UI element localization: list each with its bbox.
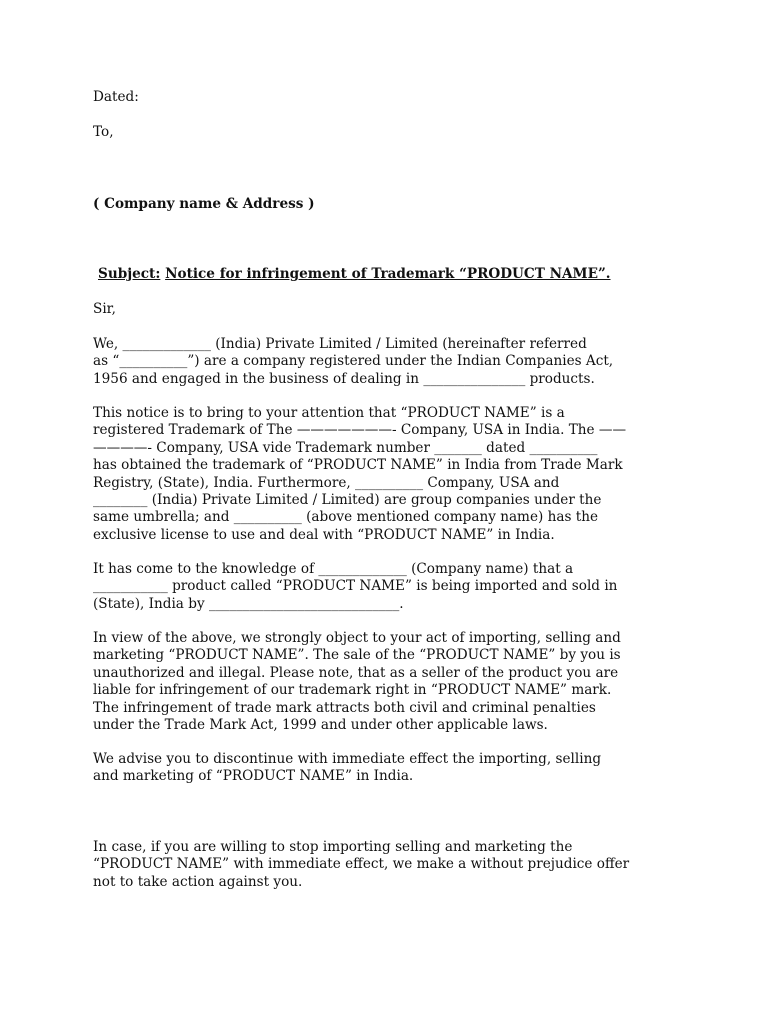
paragraph-line: We, _____________ (India) Private Limited / Limited (hereinafter referred xyxy=(93,336,587,352)
company-address-placeholder: ( Company name & Address ) xyxy=(93,196,315,212)
paragraph-line: unauthorized and illegal. Please note, that as a seller of the product you are xyxy=(93,664,619,681)
paragraph-line: marketing “PRODUCT NAME”. The sale of the “PRODUCT NAME” by you is xyxy=(93,647,621,664)
paragraph-line: 1956 and engaged in the business of dealing in _______________ products. xyxy=(93,370,595,387)
paragraph-line: The infringement of trade mark attracts both civil and criminal penalties xyxy=(93,699,596,716)
paragraph-line: as “__________”) are a company registered under the Indian Companies Act, xyxy=(93,353,614,370)
paragraph-line: under the Trade Mark Act, 1999 and under other applicable laws. xyxy=(93,717,548,734)
paragraph-advice xyxy=(93,751,681,786)
paragraph-line: This notice is to bring to your attention that “PRODUCT NAME” is a xyxy=(93,405,565,421)
subject-line xyxy=(98,266,686,283)
paragraph-offer xyxy=(93,839,681,891)
paragraph-line: same umbrella; and __________ (above mentioned company name) has the xyxy=(93,509,599,526)
paragraph-trademark-notice xyxy=(93,405,681,544)
paragraph-line: has obtained the trademark of “PRODUCT NAME” in India from Trade Mark xyxy=(93,457,623,474)
salutation: Sir, xyxy=(93,301,116,317)
paragraph-line: Registry, (State), India. Furthermore, __________ Company, USA and xyxy=(93,474,560,491)
to-line: To, xyxy=(93,124,114,140)
paragraph-line: In case, if you are willing to stop importing selling and marketing the xyxy=(93,839,573,855)
paragraph-line: exclusive license to use and deal with “PRODUCT NAME” in India. xyxy=(93,526,555,543)
paragraph-line: “PRODUCT NAME” with immediate effect, we make a without prejudice offer xyxy=(93,856,630,873)
paragraph-line: not to take action against you. xyxy=(93,873,303,890)
dated-line: Dated: xyxy=(93,89,139,105)
paragraph-line: ___________ product called “PRODUCT NAME” is being imported and sold in xyxy=(93,578,618,595)
paragraph-line: In view of the above, we strongly object to your act of importing, selling and xyxy=(93,630,621,646)
paragraph-objection xyxy=(93,630,681,734)
paragraph-knowledge xyxy=(93,561,681,613)
paragraph-line: We advise you to discontinue with immediate effect the importing, selling xyxy=(93,751,602,767)
paragraph-line: ________ (India) Private Limited / Limited) are group companies under the xyxy=(93,492,602,509)
paragraph-line: (State), India by ____________________________. xyxy=(93,595,404,612)
paragraph-introduction xyxy=(93,336,681,388)
subject-text: Notice for infringement of Trademark “PRODUCT NAME”. xyxy=(165,266,611,282)
paragraph-line: It has come to the knowledge of _____________ (Company name) that a xyxy=(93,561,574,577)
paragraph-line: and marketing of “PRODUCT NAME” in India. xyxy=(93,768,414,785)
subject-label: Subject: xyxy=(98,266,161,282)
paragraph-line: registered Trademark of The ———————- Company, USA in India. The —— xyxy=(93,422,627,439)
paragraph-line: liable for infringement of our trademark right in “PRODUCT NAME” mark. xyxy=(93,682,612,699)
paragraph-line: ————- Company, USA vide Trademark number _______ dated __________ xyxy=(93,439,598,456)
